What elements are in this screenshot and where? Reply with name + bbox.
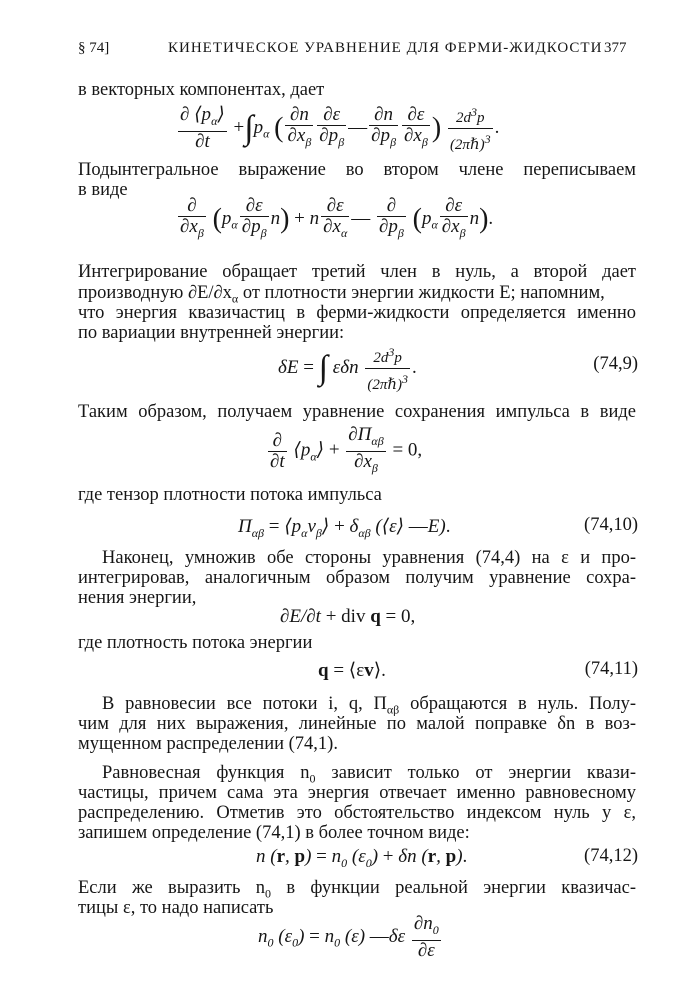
text-line: Если же выразить $n_0$ в функции реальной энергии квазичас- xyxy=(78,878,637,901)
text-line: распределению. Отметив это обстоятельство индексом нуль у ε, xyxy=(78,803,636,823)
text-fragment: Равновесная функция n xyxy=(102,763,310,783)
text-line: Подынтегральное выражение во втором члене переписываем xyxy=(78,160,636,180)
text-line: что энергия квазичастиц в ферми-жидкости определяется именно xyxy=(78,303,636,323)
text-line: производную $\partial E/\partial x_\alpha$ от плотности энергии жидкости E; напомним, xyxy=(78,283,605,306)
text-line: мущенном распределении (74,1). xyxy=(78,734,338,754)
page-number: 377 xyxy=(604,40,627,56)
text-fragment: производную ∂E/∂x xyxy=(78,283,232,303)
equation-5: $\Pi_{\alpha\beta}$ = $⟨p_\alpha v_\beta⟩ + \delta_{\alpha\beta}$ (⟨ε⟩ —E). xyxy=(238,516,451,540)
equation-number: (74,10) xyxy=(584,515,638,535)
equation-6: ∂E/∂t + div q = 0, xyxy=(280,606,416,627)
text-line: чим для них выражения, линейные по малой поправке δn в воз- xyxy=(78,714,636,734)
text-line: Равновесная функция $n_0$ зависит только от энергии квази- xyxy=(102,763,636,786)
text-line: тицы ε, то надо написать xyxy=(78,898,274,918)
text-line: В равновесии все потоки i, q, $\Pi_{\alpha\beta}$ обращаются в нуль. Полу- xyxy=(102,694,636,717)
equation-7: q = ⟨εv⟩. xyxy=(318,660,386,681)
text-line: где плотность потока энергии xyxy=(78,633,313,653)
text-line: Наконец, умножив обе стороны уравнения (74,4) на ε и про- xyxy=(102,548,636,568)
equation-number: (74,9) xyxy=(593,354,638,374)
equation-2: $\frac{\partial}{\partial x_\beta}$ ($p_\alpha$ $\frac{\partial\varepsilon}{\partial p_\beta}$ n) + n $\frac{\partial\varepsilon}{\partial x_\alpha}$ — $\frac{\partial}{\partial p_\beta}$ ($p_\alpha$ $\frac{\partial\varepsilon}{\partial x_\beta}$ n). xyxy=(180,195,494,240)
text-line: интегрировав, аналогичным образом получим уравнение сохра- xyxy=(78,568,636,588)
text-line: Интегрирование обращает третий член в нуль, а второй дает xyxy=(78,262,636,282)
text-fragment: Если же выразить n xyxy=(78,878,265,898)
text-line: частицы, причем сама эта энергия отвечает именно равновесному xyxy=(78,783,636,803)
text-line: Таким образом, получаем уравнение сохранения импульса в виде xyxy=(78,402,636,422)
equation-9: $n_0$ $(\varepsilon_0) = n_0$ (ε) —δε $\frac{\partial n_0}{\partial\varepsilon}$ xyxy=(258,913,439,961)
text-fragment: В равновесии все потоки i, q, Π xyxy=(102,694,387,714)
equation-number: (74,11) xyxy=(584,659,638,679)
text-line: в виде xyxy=(78,180,128,200)
equation-4: $\frac{\partial}{\partial t}$ $⟨p_\alpha⟩$ + $\frac{\partial\Pi_{\alpha\beta}}{\partial x_\beta}$ = 0, xyxy=(270,424,423,475)
text-fragment: от плотности энергии жидкости E; напомним, xyxy=(238,283,605,303)
text-line: нения энергии, xyxy=(78,588,197,608)
equation-number: (74,12) xyxy=(584,846,638,866)
text-line: в векторных компонентах, дает xyxy=(78,80,325,100)
running-head: КИНЕТИЧЕСКОЕ УРАВНЕНИЕ ДЛЯ ФЕРМИ-ЖИДКОСТИ xyxy=(168,40,603,56)
equation-8: n (r, $p) = n_0$ $(\varepsilon_0) + \delta n$ (r, p). xyxy=(256,846,468,870)
text-line: где тензор плотности потока импульса xyxy=(78,485,382,505)
text-fragment: обращаются в нуль. Полу- xyxy=(399,694,636,714)
text-line: запишем определение (74,1) в более точном виде: xyxy=(78,823,470,843)
equation-3: δE = ∫ εδn $\frac{2d^3p}{(2\pi\hbar)^3}$ . xyxy=(278,342,417,395)
section-number: § 74] xyxy=(78,40,110,56)
equation-1: $\frac{\partial ⟨p_\alpha⟩}{\partial t}$ $+\int p_\alpha$ ( $\frac{\partial n}{\partial x_\beta}$ $\frac{\partial\varepsilon}{\partial p_\beta}$ — $\frac{\partial n}{\partial p_\beta}$ $\frac{\partial\varepsilon}{\partial x_\beta}$ ) $\frac{2d^3p}{(2\pi\hbar)^3}$ . xyxy=(176,102,499,155)
text-fragment: зависит только от энергии квази- xyxy=(315,763,636,783)
text-line: по вариации внутренней энергии: xyxy=(78,323,345,343)
text-fragment: в функции реальной энергии квазичас- xyxy=(271,878,637,898)
